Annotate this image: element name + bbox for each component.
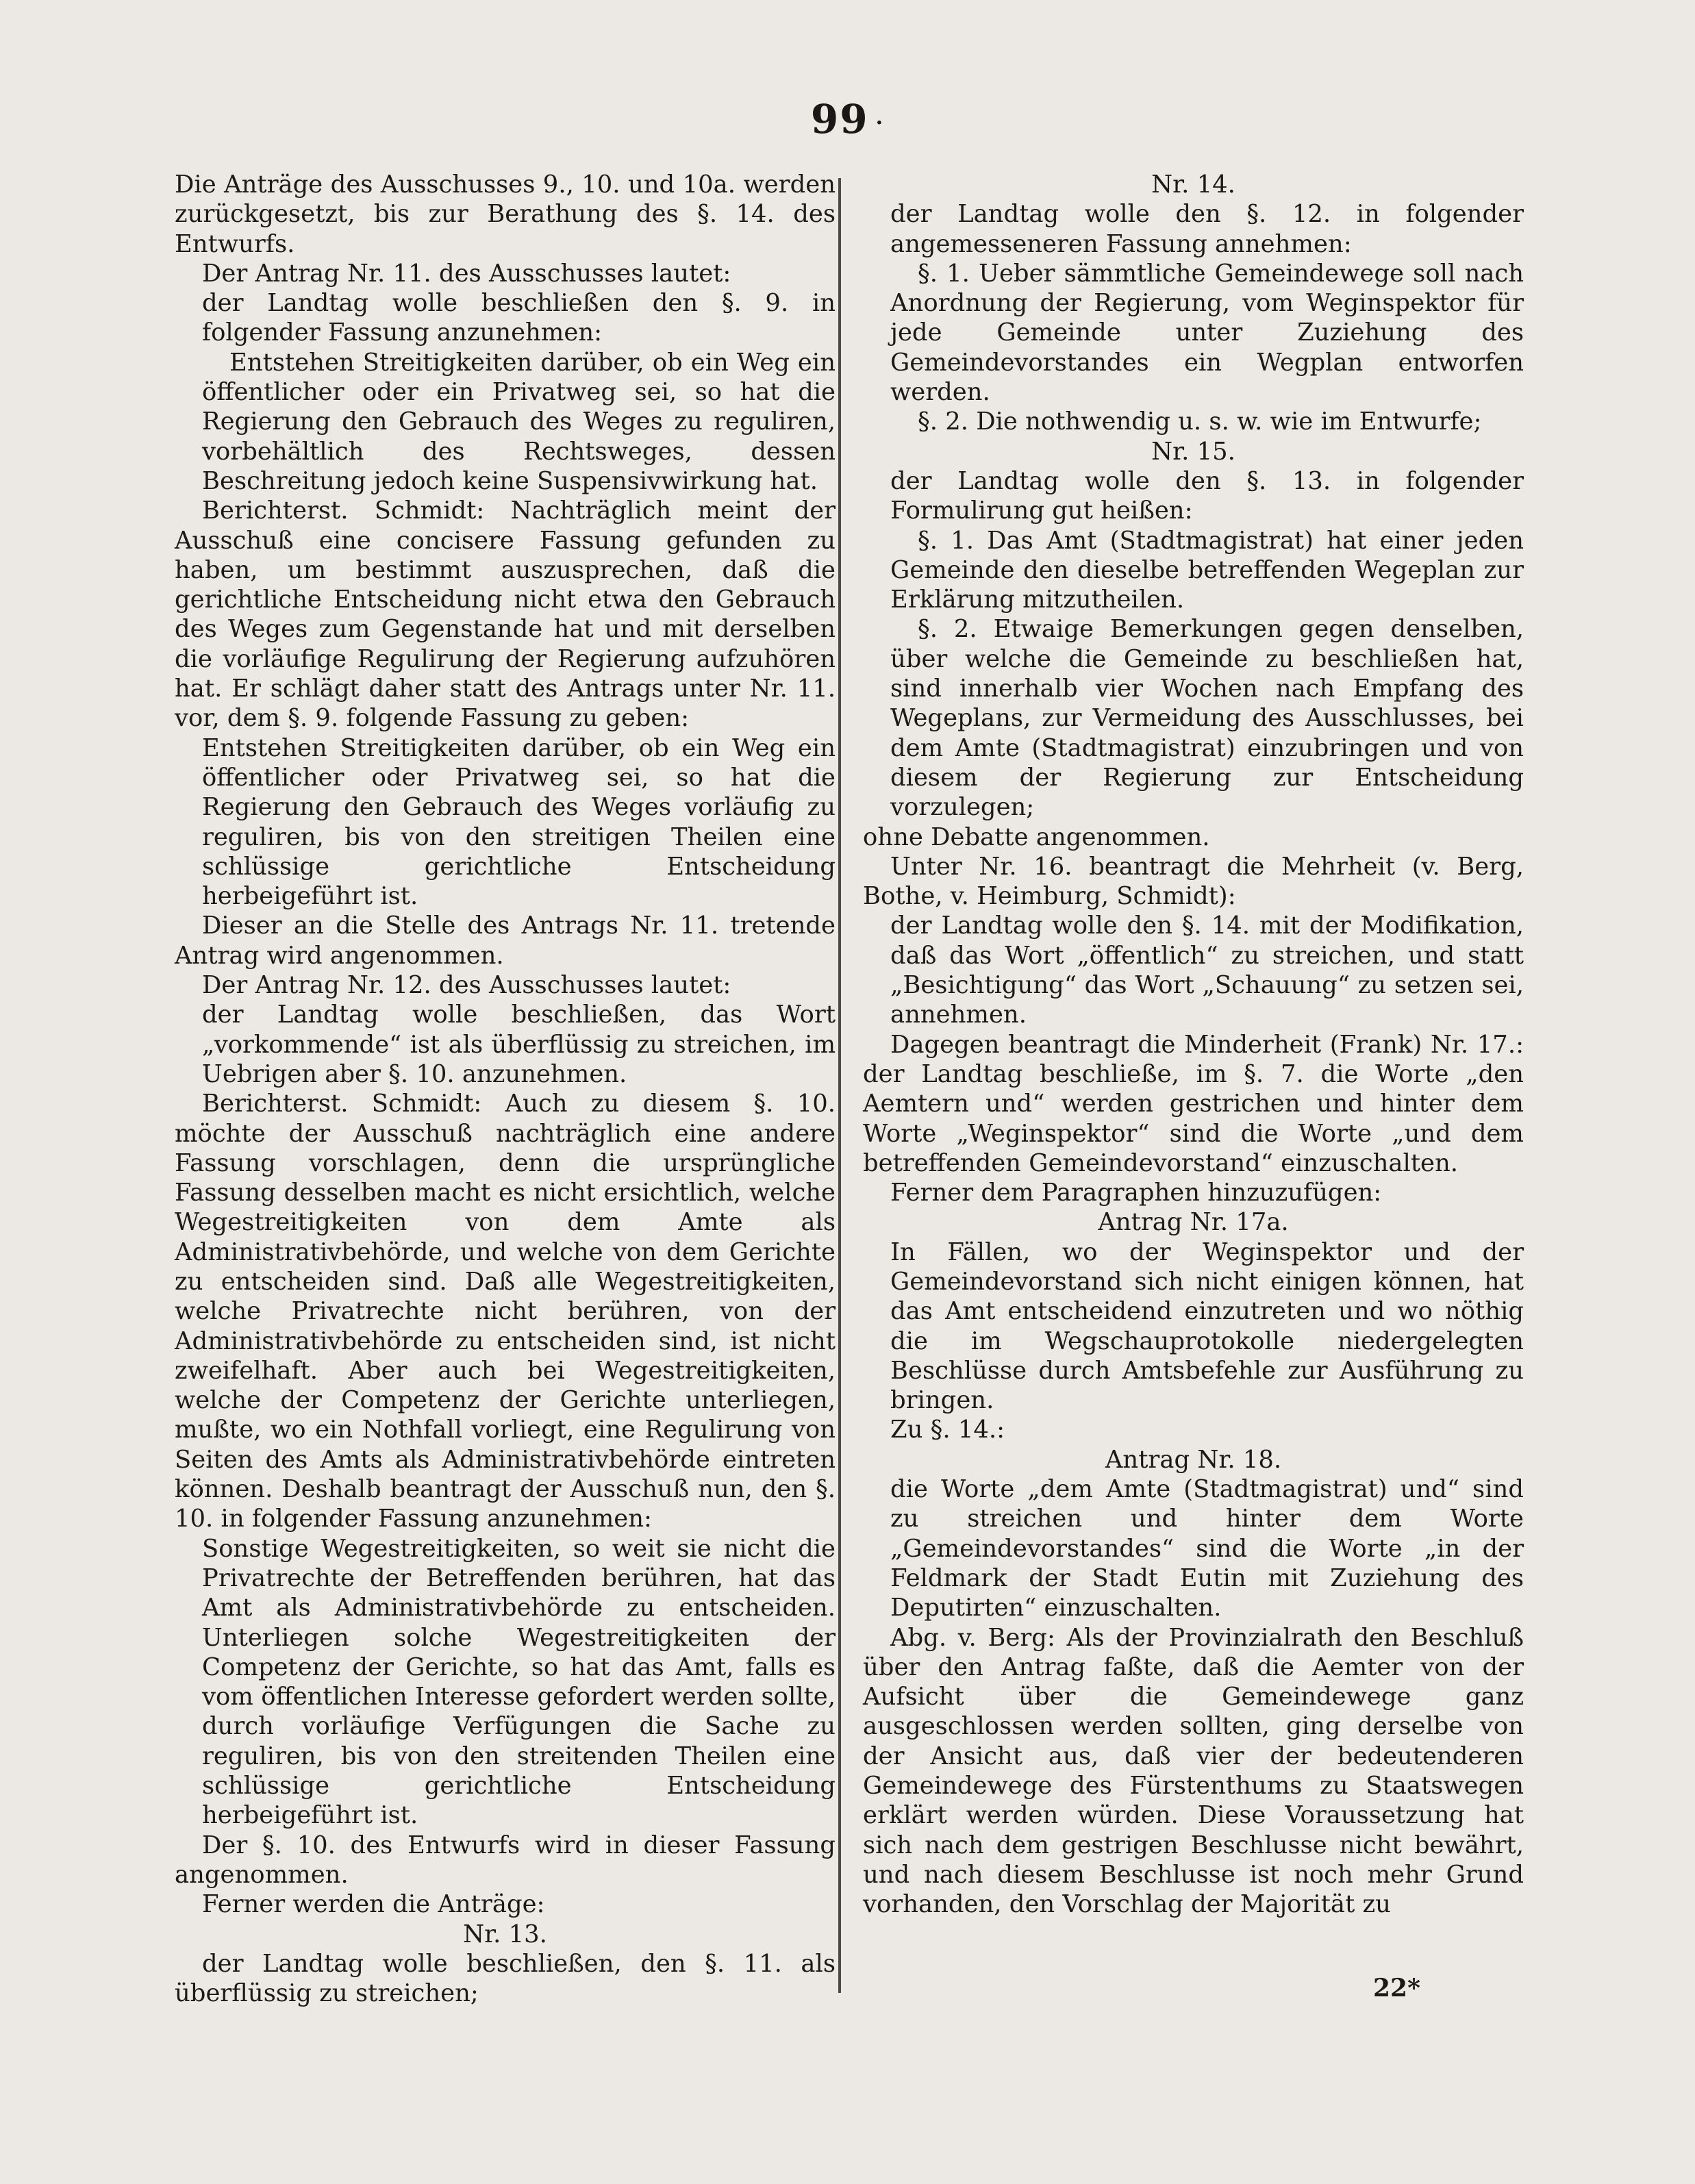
sheet-signature: 22* <box>1373 1974 1420 2003</box>
paragraph: Der Antrag Nr. 11. des Ausschusses lautet: <box>202 259 731 288</box>
paragraph: Dieser an die Stelle des Antrags Nr. 11. tretende Antrag wird angenommen. <box>175 912 836 970</box>
quoted-provision: Sonstige Wegestreitigkeiten, so weit sie nicht die Privatrechte der Betreffenden berühren, hat das Amt als Administrativbehörde zu entscheiden. Unterliegen solche Wegestreitigkeiten der Competenz der Gerichte, so hat das Amt, falls es vom öffentlichen Interesse gefordert werden sollte, durch vorläufige Verfügungen die Sache zu reguliren, bis von den streitenden Theilen eine schlüssige gerichtliche Entscheidung herbeigeführt ist. <box>202 1534 836 1830</box>
paragraph: Berichterst. Schmidt: Nachträglich meint der Ausschuß eine concisere Fassung gefunden zu haben, um bestimmt auszusprechen, daß die gerichtliche Entscheidung nicht etwa den Gebrauch des Weges zum Gegenstande hat und mit derselben die vorläufige Regulirung der Regierung aufzuhören hat. Er schlägt daher statt des Antrags unter Nr. 11. vor, dem §. 9. folgende Fassung zu geben: <box>175 497 836 733</box>
paragraph: Dagegen beantragt die Minderheit (Frank) Nr. 17.: der Landtag beschließe, im §. 7. die Worte „den Aemtern und“ werden gestrichen und hinter dem Worte „Weginspektor“ sind die Worte „und dem betreffenden Gemeindevorstand“ einzuschalten. <box>863 1030 1524 1177</box>
right-column <box>863 170 1524 1920</box>
motion-heading: Nr. 13. <box>463 1920 547 1948</box>
paragraph: ohne Debatte angenommen. <box>863 823 1210 851</box>
quoted-provision: §. 2. Etwaige Bemerkungen gegen denselben, über welche die Gemeinde zu beschließen hat, sind innerhalb vier Wochen nach Empfang des Wegeplans, zur Vermeidung des Ausschlusses, bei dem Amte (Stadtmagistrat) einzubringen und von diesem der Regierung zur Entscheidung vorzulegen; <box>890 615 1524 822</box>
paragraph: Ferner dem Paragraphen hinzuzufügen: <box>890 1179 1382 1207</box>
paragraph: Ferner werden die Anträge: <box>202 1890 545 1919</box>
paragraph: Berichterst. Schmidt: Auch zu diesem §. 10. möchte der Ausschuß nachträglich eine andere Fassung vorschlagen, denn die ursprüngliche Fassung desselben macht es nicht ersichtlich, welche Wegestreitigkeiten von dem Amte als Administrativbehörde, und welche von dem Gerichte zu entscheiden sind. Daß alle Wegestreitigkeiten, welche Privatrechte nicht berühren, von der Administrativbehörde zu entscheiden sind, ist nicht zweifelhaft. Aber auch bei Wegestreitigkeiten, welche der Competenz der Gerichte unterliegen, mußte, wo ein Nothfall vorliegt, eine Regulirung von Seiten des Amts als Administrativbehörde eintreten können. Deshalb beantragt der Ausschuß nun, den §. 10. in folgender Fassung anzunehmen: <box>175 1090 836 1533</box>
motion-heading: Nr. 14. <box>1151 171 1235 199</box>
motion-heading: Nr. 15. <box>1151 437 1235 466</box>
paragraph: Unter Nr. 16. beantragt die Mehrheit (v. Berg, Bothe, v. Heimburg, Schmidt): <box>863 852 1524 911</box>
paragraph: der Landtag wolle beschließen den §. 9. in folgender Fassung anzunehmen: <box>202 289 836 347</box>
quoted-provision: §. 1. Das Amt (Stadtmagistrat) hat einer jeden Gemeinde den dieselbe betreffenden Wegeplan zur Erklärung mitzutheilen. <box>890 526 1524 614</box>
page-number: 99 · <box>810 96 885 142</box>
motion-heading: Antrag Nr. 17a. <box>1098 1208 1289 1237</box>
quoted-provision: §. 1. Ueber sämmtliche Gemeindewege soll nach Anordnung der Regierung, vom Weginspektor für jede Gemeinde unter Zuziehung des Gemeindevorstandes ein Wegplan entworfen werden. <box>890 259 1524 407</box>
paragraph: Abg. v. Berg: Als der Provinzialrath den Beschluß über den Antrag faßte, daß die Aemter von der Aufsicht über die Gemeindewege ganz ausgeschlossen werden sollten, ging derselbe von der Ansicht aus, daß vier der bedeutenderen Gemeindewege des Fürstenthums zu Staatswegen erklärt werden würden. Diese Voraussetzung hat sich nach dem gestrigen Beschlusse nicht bewährt, und nach diesem Beschlusse ist noch mehr Grund vorhanden, den Vorschlag der Majorität zu <box>863 1623 1524 1919</box>
paragraph: Die Anträge des Ausschusses 9., 10. und 10a. werden zurückgesetzt, bis zur Berathung des §. 14. des Entwurfs. <box>175 171 836 258</box>
paragraph: Der Antrag Nr. 12. des Ausschusses lautet: <box>202 971 731 1000</box>
quoted-provision: §. 2. Die nothwendig u. s. w. wie im Entwurfe; <box>918 407 1482 436</box>
quoted-provision: In Fällen, wo der Weginspektor und der Gemeindevorstand sich nicht einigen können, hat das Amt entscheidend einzutreten und wo nöthig die im Wegschauprotokolle niedergelegten Beschlüsse durch Amtsbefehle zur Ausführung zu bringen. <box>890 1238 1524 1415</box>
left-column <box>175 170 836 2008</box>
paragraph: der Landtag wolle den §. 12. in folgender angemesseneren Fassung annehmen: <box>890 200 1524 258</box>
motion-heading: Antrag Nr. 18. <box>1105 1445 1282 1474</box>
quoted-provision: Entstehen Streitigkeiten darüber, ob ein Weg ein öffentlicher oder ein Privatweg sei, so hat die Regierung den Gebrauch des Weges zu reguliren, vorbehältlich des Rechtsweges, dessen Beschreitung jedoch keine Suspensivwirkung hat. <box>202 348 836 495</box>
quoted-provision: Entstehen Streitigkeiten darüber, ob ein Weg ein öffentlicher oder Privatweg sei, so hat die Regierung den Gebrauch des Weges vorläufig zu reguliren, bis von den streitigen Theilen eine schlüssige gerichtliche Entscheidung herbeigeführt ist. <box>202 733 836 911</box>
paragraph: Der §. 10. des Entwurfs wird in dieser Fassung angenommen. <box>175 1831 836 1889</box>
paragraph: Zu §. 14.: <box>890 1416 1005 1444</box>
column-divider <box>838 178 841 1993</box>
paragraph: der Landtag wolle den §. 14. mit der Modifikation, daß das Wort „öffentlich“ zu streichen, und statt „Besichtigung“ das Wort „Schauung“ zu setzen sei, annehmen. <box>890 912 1524 1029</box>
paragraph: der Landtag wolle den §. 13. in folgender Formulirung gut heißen: <box>890 466 1524 525</box>
quoted-provision: die Worte „dem Amte (Stadtmagistrat) und“ sind zu streichen und hinter dem Worte „Gemeindevorstandes“ sind die Worte „in der Feldmark der Stadt Eutin mit Zuziehung des Deputirten“ einzuschalten. <box>890 1475 1524 1622</box>
paragraph: der Landtag wolle beschließen, das Wort „vorkommende“ ist als überflüssig zu streichen, im Uebrigen aber §. 10. anzunehmen. <box>202 1001 836 1088</box>
paragraph: der Landtag wolle beschließen, den §. 11. als überflüssig zu streichen; <box>175 1949 836 2008</box>
